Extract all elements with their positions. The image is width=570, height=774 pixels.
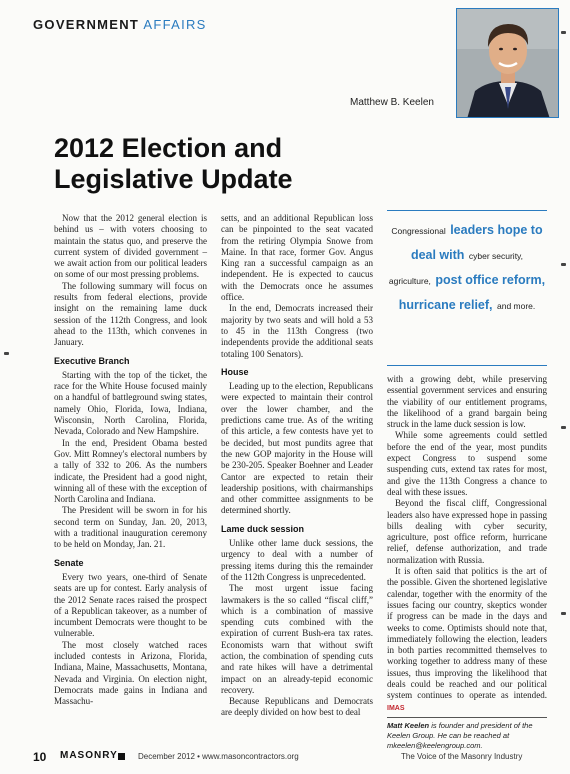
paragraph: Every two years, one-third of Senate seats are up for contest. Early analysis of the 2012 Senate races raised the prospect of a Republican takeover, as a number of incumbent Democrats were thought to be vulnerable. (54, 571, 207, 639)
column-3 (387, 374, 547, 751)
paragraph: The most urgent issue facing lawmakers is the so called “fiscal cliff,” which is a combination of massive spending cuts combined with the expiration of current Bush-era tax rates. Economists warn that without swift action, the combination of spending cuts and rate hikes will have a detrimental impact on an already-tepid economic recovery. (221, 583, 373, 695)
paragraph: Now that the 2012 general election is behind us – with voters choosing to maintain the status quo, and preserve the current system of divided government – we await action from our political leaders on some of our most pressing problems. (54, 213, 207, 280)
paragraph: While some agreements could settled before the end of the year, most pundits expect Congress to suspend some suspending cuts, extend tax rates for most, and give the 113th Congress a chance to deal with these issues. (387, 430, 547, 497)
paragraph: Beyond the fiscal cliff, Congressional leaders also have expressed hope in passing bills dealing with cyber security, agriculture, post office reform, hurricane relief, defense authorization, and trade normalization with Russia. (387, 498, 547, 565)
margin-mark (561, 426, 566, 429)
bio-text: is founder and president of the Keelen Group. He can be reached at mkeelen@keelengroup.com. (387, 720, 533, 750)
paragraph: The most closely watched races included contests in Arizona, Florida, Indiana, Maine, Massachusetts, Montana, Nevada and Virginia. On election night, Democrats made gains in Indiana and Massachu- (54, 639, 207, 707)
bio-name: Matt Keelen (387, 720, 430, 730)
author-byline: Matthew B. Keelen (350, 97, 434, 108)
article-title-line-2: Legislative Update (54, 164, 293, 194)
section-heading-executive-branch: Executive Branch (54, 355, 130, 366)
paragraph: Starting with the top of the ticket, the race for the White House focused mainly on a handful of battleground swing states, namely Ohio, Florida, Iowa, Indiana, Wisconsin, North Carolina, Florida, Nevada, Colorado and New Hampshire. (54, 369, 207, 437)
page-footer (0, 750, 570, 764)
paragraph: with a growing debt, while preserving essential government services and ensuring the viability of our entitlement programs, the likelihood of a grand bargain being struck in the lame duck session is low. (387, 374, 547, 430)
pull-quote-text: cyber security, (468, 251, 524, 261)
pull-quote-line (387, 218, 547, 243)
margin-mark (561, 612, 566, 615)
pull-quote-emphasis: leaders hope to (450, 223, 543, 237)
pull-quote-emphasis: post office reform, (435, 273, 546, 287)
article-title-line-1: 2012 Election and (54, 133, 283, 163)
article-title (54, 133, 384, 195)
margin-mark (561, 31, 566, 34)
margin-mark (561, 263, 566, 266)
department-header (33, 17, 207, 32)
issue-info: December 2012 • www.masoncontractors.org (138, 752, 299, 761)
paragraph: In the end, Democrats increased their majority by two seats and will hold a 53 to 45 in the 113th Congress (two independents provide the additional seats totaling 100 Senators). (221, 303, 373, 359)
magazine-tagline: The Voice of the Masonry Industry (401, 752, 523, 761)
pull-quote-emphasis: deal with (410, 248, 465, 262)
paragraph (387, 566, 547, 714)
pull-quote-text: and more. (496, 301, 536, 311)
pull-quote-line (387, 268, 547, 293)
paragraph: Because Republicans and Democrats are deeply divided on how best to deal (221, 696, 373, 718)
paragraph-text: It is often said that politics is the art of the possible. Given the shortened legislative calendar, together with the enormity of the issues facing our country, skeptics wonder if progress can be made in the days and weeks to come. Optimists should note that, immediately following the election, leaders in both parties recommitted themselves to working together to address many of these issues, thus improving the likelihood that deals could be reached and our political system continues to operate as intended. (387, 566, 547, 701)
margin-mark (4, 352, 9, 355)
column-1 (54, 213, 207, 707)
paragraph: In the end, President Obama bested Gov. Mitt Romney's electoral numbers by a tally of 332 to 206. As the numbers indicate, the President had a good night, winning all of these with the exception of North Carolina and Indiana. (54, 437, 207, 505)
paragraph: The President will be sworn in for his second term on Sunday, Jan. 20, 2013, with a traditional inauguration ceremony to be held on Monday, Jan. 21. (54, 505, 207, 550)
section-heading-house: House (221, 366, 249, 377)
pull-quote-line (387, 243, 547, 268)
magazine-name: MASONRY (60, 750, 118, 761)
end-mark: IMAS (387, 704, 405, 712)
author-photo (456, 8, 559, 118)
paragraph: Unlike other lame duck sessions, the urgency to deal with a number of pressing items during this the remainder of the 112th Congress is unprecedented. (221, 538, 373, 582)
pull-quote (387, 210, 547, 366)
pull-quote-text: Congressional (391, 226, 446, 236)
page-number: 10 (33, 750, 47, 764)
paragraph: Leading up to the election, Republicans were expected to maintain their control over the lower chamber, and the predictions came true. As of the writing of this article, a few contests have yet to be decided, but most pundits agree that the new GOP majority in the House will be 230-205. Speaker Boehner and Leader Cantor are expected to retain their leadership positions, with chairmanships and other committee assignments to be determined shortly. (221, 381, 373, 516)
pull-quote-text: agriculture, (388, 276, 431, 286)
pull-quote-line (387, 293, 547, 318)
paragraph: The following summary will focus on results from federal elections, provide insight on the remaining lame duck session of the 112th Congress, and look ahead to the 113th, which convenes in January. (54, 280, 207, 348)
paragraph: setts, and an additional Republican loss can be pinpointed to the seat vacated from the retiring Olympia Snowe from Maine. In that race, former Gov. Angus King ran a successful campaign as an independent. He is expected to caucus with the Democrats once he assumes office. (221, 213, 373, 303)
section-heading-lame-duck: Lame duck session (221, 523, 305, 534)
column-2 (221, 213, 373, 719)
pull-quote-emphasis: hurricane relief, (398, 298, 493, 312)
section-heading-senate: Senate (54, 557, 84, 568)
author-bio (387, 717, 547, 751)
department-sublabel: AFFAIRS (143, 17, 207, 32)
department-label: GOVERNMENT (33, 17, 140, 32)
square-bullet-icon (118, 753, 125, 760)
